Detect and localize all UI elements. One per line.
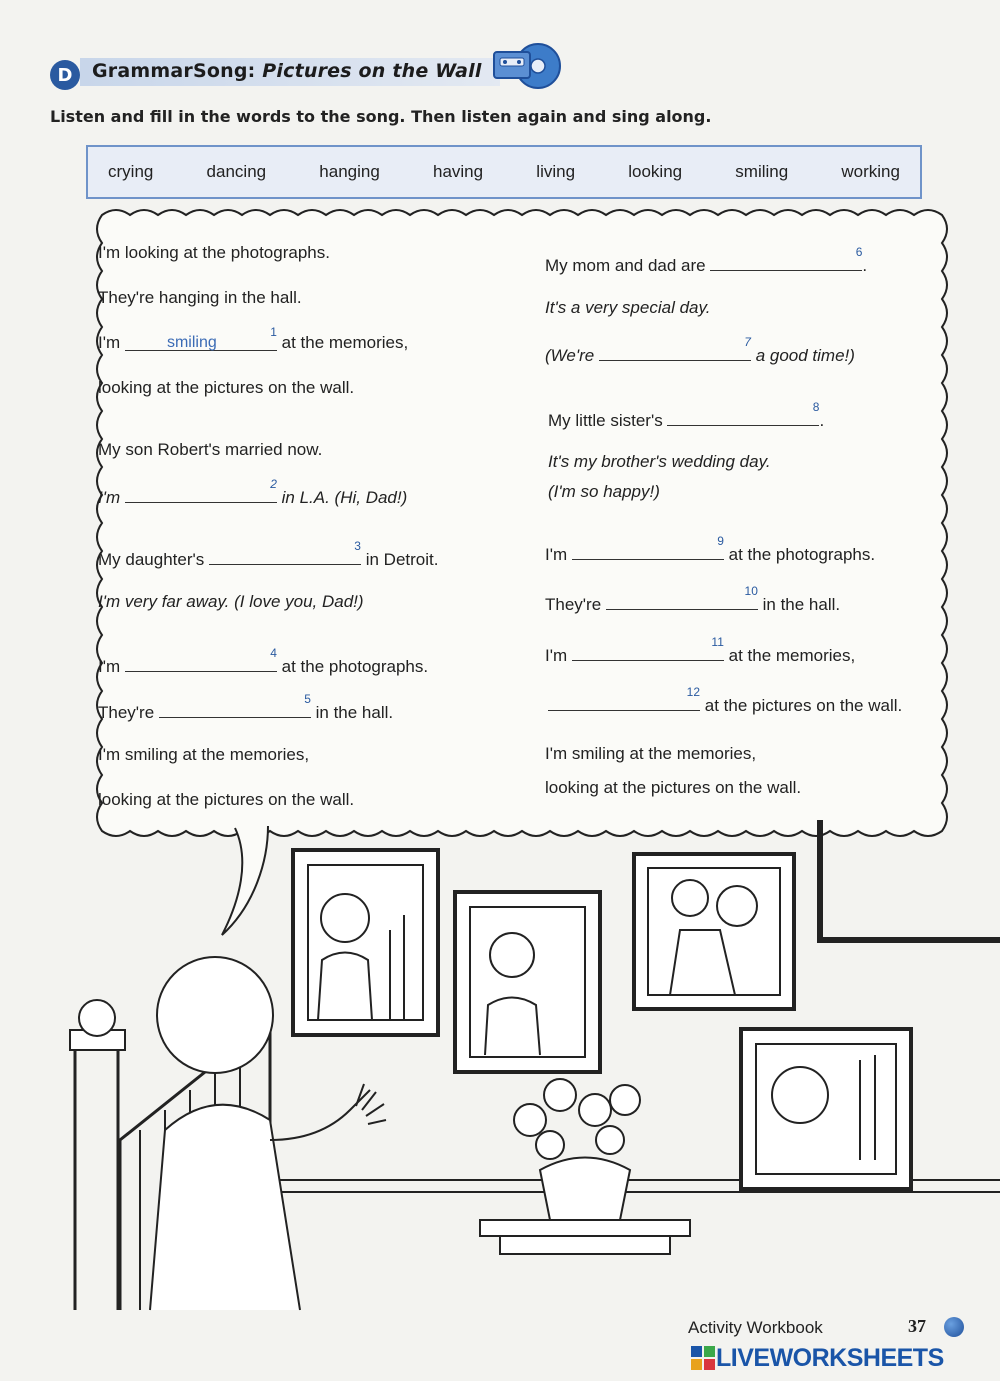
answer-blank-1[interactable] — [125, 325, 277, 351]
lyric-text: My little sister's — [548, 411, 663, 430]
lyric-line-gap-2 — [98, 477, 408, 508]
answer-blank-2[interactable] — [125, 477, 277, 503]
lyric-line: looking at the pictures on the wall. — [98, 790, 355, 809]
answer-blank-8[interactable] — [667, 400, 820, 426]
word-bank-item: dancing — [206, 162, 267, 181]
word-bank-item: looking — [628, 162, 683, 181]
lyric-text: at the memories, — [728, 646, 856, 665]
song-title: Pictures on the Wall — [262, 60, 482, 82]
lyric-line-gap-5 — [98, 692, 394, 723]
lyric-line: I'm very far away. (I love you, Dad!) — [98, 592, 364, 611]
blank-number: 5 — [304, 692, 311, 706]
answer-blank-11[interactable] — [572, 635, 724, 661]
lyric-line: My son Robert's married now. — [98, 440, 323, 459]
lyric-text: They're — [98, 703, 155, 722]
lyric-line: I'm smiling at the memories, — [98, 745, 310, 764]
blank-number: 1 — [270, 325, 277, 339]
lyric-text: I'm — [545, 545, 568, 564]
blank-number: 9 — [717, 534, 724, 548]
word-bank-item: living — [536, 162, 576, 181]
answer-blank-12[interactable] — [548, 685, 700, 711]
lyric-text: in L.A. (Hi, Dad!) — [281, 488, 408, 507]
blank-number: 2 — [270, 477, 277, 491]
blank-number: 8 — [812, 400, 820, 414]
blank-number: 6 — [855, 245, 863, 259]
title-prefix: GrammarSong: — [92, 60, 256, 82]
lyric-text: at the pictures on the wall. — [704, 696, 903, 715]
section-badge: D — [50, 60, 80, 90]
lyric-line-gap-7 — [545, 335, 855, 366]
lyric-text: at the photographs. — [728, 545, 876, 564]
answer-blank-9[interactable] — [572, 534, 724, 560]
answer-blank-7[interactable] — [599, 335, 751, 361]
lyric-text: My daughter's — [98, 550, 205, 569]
page-number: 37 — [908, 1316, 926, 1336]
lyric-line: I'm looking at the photographs. — [98, 243, 330, 262]
lyric-text: . — [819, 411, 825, 430]
liveworksheets-brand: LIVEWORKSHEETS — [716, 1343, 944, 1372]
lyric-text: at the photographs. — [281, 657, 429, 676]
answer-blank-3[interactable] — [209, 539, 361, 565]
liveworksheets-logo[interactable] — [690, 1343, 990, 1373]
lyric-line-gap-6 — [545, 245, 868, 276]
lyric-line: looking at the pictures on the wall. — [98, 378, 355, 397]
answer-blank-4[interactable] — [125, 646, 277, 672]
lyric-text: at the memories, — [281, 333, 409, 352]
blank-number: 3 — [354, 539, 361, 553]
lyric-text: I'm — [98, 657, 121, 676]
blank-number: 4 — [270, 646, 277, 660]
lyric-line-gap-10 — [545, 584, 841, 615]
instructions: Listen and fill in the words to the song. Then listen again and sing along. — [50, 107, 712, 126]
lyric-text: in the hall. — [315, 703, 394, 722]
blank-number: 11 — [711, 635, 724, 649]
word-bank-item: having — [433, 162, 484, 181]
lyric-text: They're — [545, 595, 602, 614]
lyric-line-gap-12 — [548, 685, 903, 716]
blank-number: 10 — [744, 584, 758, 598]
lyric-line-gap-3 — [98, 539, 439, 570]
lyric-text: My mom and dad are — [545, 256, 706, 275]
hallway-illustration — [0, 810, 1000, 1320]
answer-blank-10[interactable] — [606, 584, 758, 610]
word-bank-item: working — [841, 162, 900, 181]
lyric-line: I'm smiling at the memories, — [545, 744, 757, 763]
lyric-line: looking at the pictures on the wall. — [545, 778, 802, 797]
lyric-line-gap-8 — [548, 400, 825, 431]
lyric-line-gap-11 — [545, 635, 856, 666]
lyric-line: (I'm so happy!) — [548, 482, 660, 501]
lyric-line: It's my brother's wedding day. — [548, 452, 771, 471]
lyric-text: I'm — [98, 488, 121, 507]
word-bank-item: crying — [108, 162, 154, 181]
lyric-line: They're hanging in the hall. — [98, 288, 302, 307]
lyric-text: in Detroit. — [365, 550, 439, 569]
blank-number: 12 — [686, 685, 700, 699]
blank-number: 7 — [744, 335, 751, 349]
lyric-text: in the hall. — [762, 595, 841, 614]
answer-blank-6[interactable] — [710, 245, 863, 271]
lyric-line: It's a very special day. — [545, 298, 711, 317]
lyric-line-gap-9 — [545, 534, 876, 565]
lyric-line-gap-4 — [98, 646, 429, 677]
liveworksheets-grid-icon — [690, 1345, 716, 1371]
lyric-text: I'm — [98, 333, 121, 352]
lyric-text: a good time!) — [755, 346, 855, 365]
answer-blank-5[interactable] — [159, 692, 311, 718]
footer-label: Activity Workbook — [688, 1318, 823, 1337]
word-bank-item: hanging — [319, 162, 380, 181]
lyric-text: I'm — [545, 646, 568, 665]
page-dot-icon — [944, 1317, 964, 1337]
answer-text: smiling — [166, 334, 217, 351]
lyric-line-gap-1 — [98, 325, 409, 353]
lyric-text: . — [862, 256, 868, 275]
lyric-text: (We're — [545, 346, 595, 365]
word-bank-item: smiling — [735, 162, 789, 181]
